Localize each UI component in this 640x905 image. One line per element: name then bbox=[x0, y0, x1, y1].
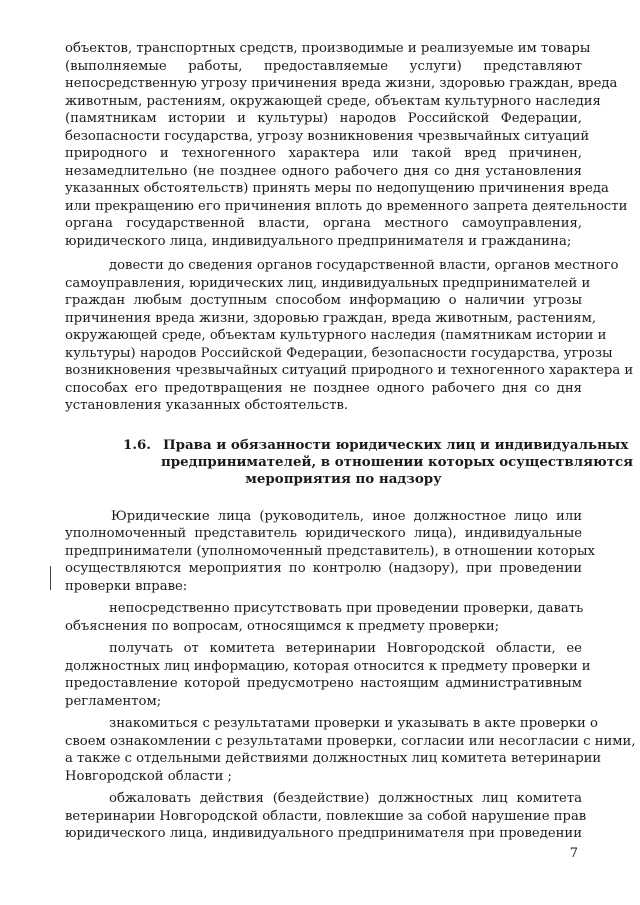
text-line: причинения вреда жизни, здоровью граждан, вреда животным, растениям, bbox=[65, 310, 597, 326]
text-line: непосредственную угрозу причинения вреда жизни, здоровью граждан, вреда bbox=[65, 76, 618, 91]
paragraph-4 bbox=[65, 600, 582, 635]
heading-line-2: предпринимателей, в отношении которых осуществляются bbox=[161, 453, 634, 470]
text-line: ветеринарии Новгородской области, повлекшие за собой нарушение прав bbox=[65, 808, 587, 824]
text-line: граждан любым доступным способом информацию о наличии угрозы bbox=[65, 293, 582, 308]
heading-line-1 bbox=[65, 436, 629, 454]
paragraph-5 bbox=[65, 640, 591, 710]
text-line: животным, растениям, окружающей среде, объектам культурного наследия bbox=[65, 93, 601, 109]
text-line: (памятникам истории и культуры) народов Российской Федерации, bbox=[65, 111, 582, 126]
text-line: проверки вправе: bbox=[65, 578, 188, 594]
margin-mark bbox=[50, 566, 51, 590]
text-line: знакомиться с результатами проверки и указывать в акте проверки о bbox=[109, 716, 598, 731]
paragraph-3 bbox=[65, 508, 595, 596]
text-line: окружающей среде, объектам культурного наследия (памятникам истории и bbox=[65, 328, 607, 343]
heading-line-3: мероприятия по надзору bbox=[245, 470, 442, 487]
text-line: объектов, транспортных средств, производимые и реализуемые им товары bbox=[65, 41, 591, 56]
page-number: 7 bbox=[569, 846, 578, 861]
text-line: Юридические лица (руководитель, иное должностное лицо или bbox=[111, 508, 582, 524]
text-line: своем ознакомлении с результатами проверки, согласии или несогласии с ними, bbox=[65, 733, 636, 749]
text-line: регламентом; bbox=[65, 693, 162, 709]
text-line: уполномоченный представитель юридического лица), индивидуальные bbox=[65, 526, 582, 541]
section-heading bbox=[65, 436, 634, 488]
text-line: обжаловать действия (бездействие) должностных лиц комитета bbox=[109, 791, 582, 806]
paragraph-1 bbox=[65, 40, 628, 250]
text-line: природного и техногенного характера или такой вред причинен, bbox=[65, 146, 582, 161]
text-line: объяснения по вопросам, относящимся к предмету проверки; bbox=[65, 618, 500, 634]
text-line: указанных обстоятельств) принять меры по недопущению причинения вреда bbox=[65, 181, 609, 196]
text-line: предприниматели (уполномоченный представитель), в отношении которых bbox=[65, 543, 595, 559]
text-line: культуры) народов Российской Федерации, безопасности государства, угрозы bbox=[65, 345, 613, 361]
text-line: или прекращению его причинения вплоть до временного запрета деятельности bbox=[65, 198, 628, 214]
paragraph-6 bbox=[65, 715, 636, 785]
text-line: должностных лиц информацию, которая относится к предмету проверки и bbox=[65, 658, 591, 674]
text-line: (выполняемые работы, предоставляемые услуги) представляют bbox=[65, 58, 582, 74]
text-line: безопасности государства, угрозу возникновения чрезвычайных ситуаций bbox=[65, 128, 590, 144]
text-line: самоуправления, юридических лиц, индивидуальных предпринимателей и bbox=[65, 275, 591, 291]
text-line: предоставление которой предусмотрено настоящим административным bbox=[65, 676, 582, 691]
text-line: юридического лица, индивидуального предпринимателя и гражданина; bbox=[65, 233, 572, 249]
text-line: довести до сведения органов государственной власти, органов местного bbox=[109, 258, 619, 273]
text-line: Новгородской области ; bbox=[65, 768, 232, 784]
text-line: юридического лица, индивидуального предпринимателя при проведении bbox=[65, 826, 582, 841]
text-line: а также с отдельными действиями должностных лиц комитета ветеринарии bbox=[65, 751, 602, 766]
text-line: способах его предотвращения не позднее одного рабочего дня со дня bbox=[65, 380, 582, 396]
paragraph-2 bbox=[65, 257, 634, 415]
text-line: осуществляются мероприятия по контролю (надзору), при проведении bbox=[65, 561, 582, 576]
text-line: непосредственно присутствовать при проведении проверки, давать bbox=[109, 601, 584, 616]
text-line: незамедлительно (не позднее одного рабочего дня со дня установления bbox=[65, 163, 582, 179]
heading-text-1: Права и обязанности юридических лиц и индивидуальных bbox=[163, 436, 629, 453]
text-line: получать от комитета ветеринарии Новгородской области, ее bbox=[109, 641, 582, 656]
text-line: установления указанных обстоятельств. bbox=[65, 398, 349, 413]
paragraph-7 bbox=[65, 790, 587, 843]
text-line: возникновения чрезвычайных ситуаций природного и техногенного характера и bbox=[65, 363, 634, 378]
section-number: 1.6. bbox=[123, 436, 151, 453]
text-line: органа государственной власти, органа местного самоуправления, bbox=[65, 216, 582, 231]
